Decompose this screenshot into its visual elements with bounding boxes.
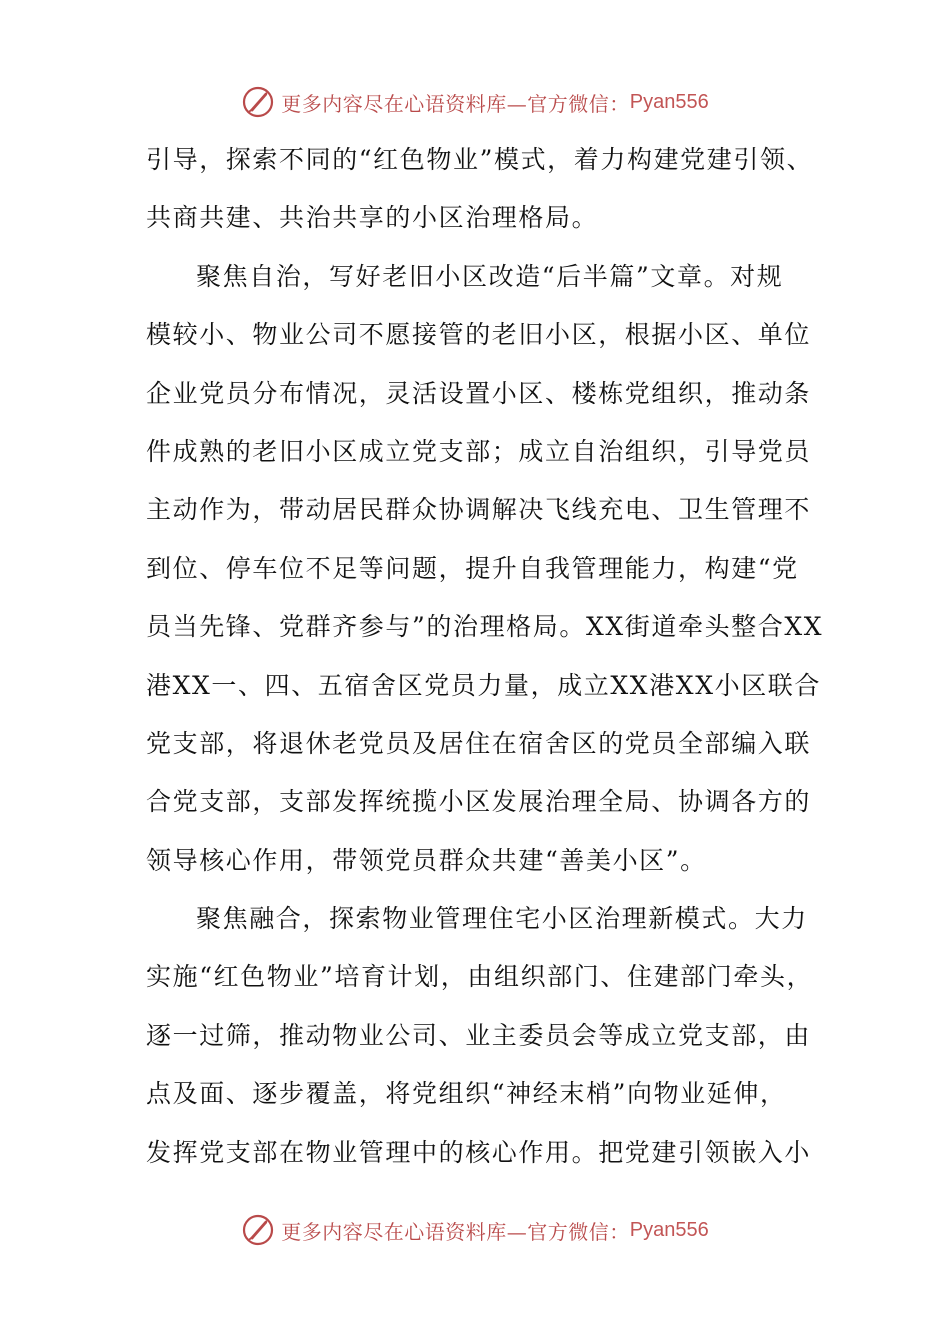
text-line: 到位、停车位不足等问题，提升自我管理能力，构建“党	[146, 553, 799, 583]
quill-logo-icon	[241, 1213, 275, 1247]
text-line: 实施“红色物业”培育计划，由组织部门、住建部门牵头，	[146, 962, 814, 992]
footer-banner	[0, 1210, 950, 1250]
text-line: 领导核心作用，带领党员群众共建“善美小区”。	[146, 845, 707, 875]
header-banner-wechat-id: Pyan556	[629, 90, 709, 113]
text-line: 共商共建、共治共享的小区治理格局。	[146, 203, 599, 233]
header-banner	[0, 82, 950, 122]
text-line: 员当先锋、党群齐参与”的治理格局。XX街道牵头整合XX	[146, 612, 824, 642]
text-line: 件成熟的老旧小区成立党支部；成立自治组织，引导党员	[146, 436, 812, 466]
quill-logo-icon	[241, 85, 275, 119]
text-line: 发挥党支部在物业管理中的核心作用。把党建引领嵌入小	[146, 1137, 812, 1167]
text-line: 主动作为，带动居民群众协调解决飞线充电、卫生管理不	[146, 495, 812, 525]
footer-banner-wechat-id: Pyan556	[629, 1218, 709, 1241]
text-line: 点及面、逐步覆盖，将党组织“神经末梢”向物业延伸，	[146, 1079, 787, 1109]
text-line: 合党支部，支部发挥统揽小区发展治理全局、协调各方的	[146, 787, 812, 817]
text-line: 党支部，将退休老党员及居住在宿舍区的党员全部编入联	[146, 728, 812, 758]
document-body	[146, 131, 824, 1182]
header-banner-text: 更多内容尽在心语资料库—官方微信：	[281, 91, 630, 116]
paragraph-start-line: 聚焦融合，探索物业管理住宅小区治理新模式。大力	[196, 904, 808, 934]
text-line: 企业党员分布情况，灵活设置小区、楼栋党组织，推动条	[146, 378, 812, 408]
paragraph-start-line: 聚焦自治，写好老旧小区改造“后半篇”文章。对规	[196, 261, 784, 291]
text-line: 港XX一、四、五宿舍区党员力量，成立XX港XX小区联合	[146, 670, 821, 700]
text-line: 模较小、物业公司不愿接管的老旧小区，根据小区、单位	[146, 320, 812, 350]
footer-banner-text: 更多内容尽在心语资料库—官方微信：	[281, 1219, 630, 1244]
text-line: 逐一过筛，推动物业公司、业主委员会等成立党支部，由	[146, 1020, 812, 1050]
text-line: 引导，探索不同的“红色物业”模式，着力构建党建引领、	[146, 145, 814, 174]
